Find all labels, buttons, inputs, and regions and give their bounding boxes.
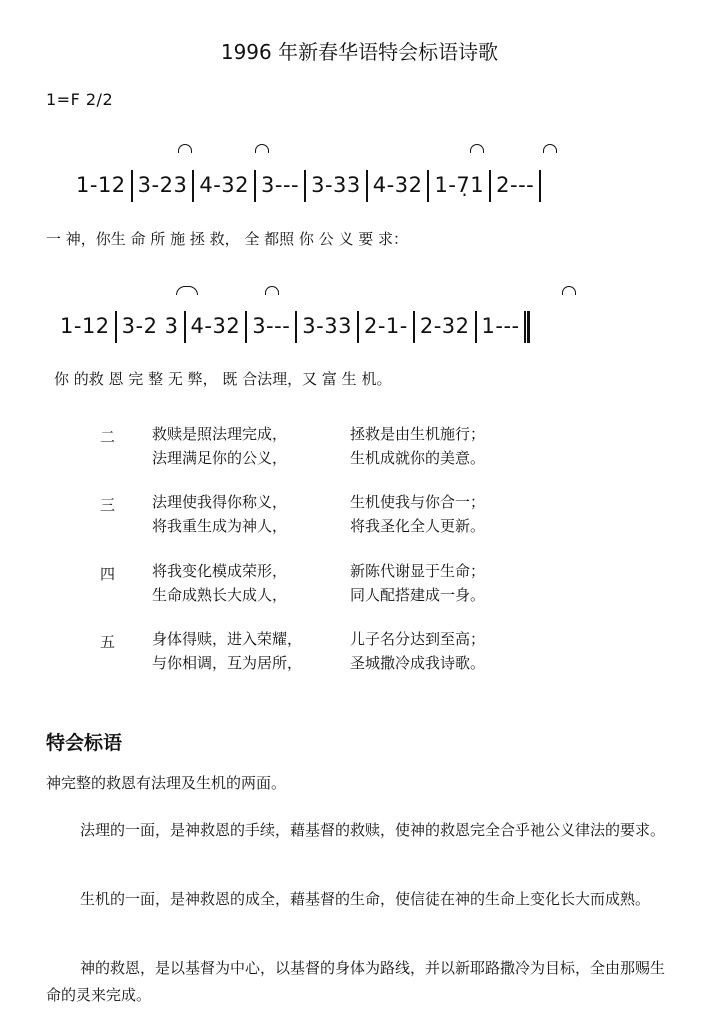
barline <box>115 311 117 343</box>
verse-line: 救赎是照法理完成， <box>152 425 288 443</box>
verse-line: 新陈代谢显于生命； <box>350 562 486 580</box>
barline <box>489 170 491 202</box>
verse-line: 身体得赎，进入荣耀， <box>152 630 303 648</box>
measure: 4-32 <box>199 173 250 197</box>
barline <box>366 170 368 202</box>
barline <box>539 170 541 202</box>
measure: 3-33 <box>311 173 361 197</box>
slur-mark <box>265 286 279 295</box>
verse-number: 三 <box>100 496 116 514</box>
barline <box>413 311 415 343</box>
slur-mark <box>543 144 557 153</box>
slur-mark <box>562 286 576 295</box>
verse-line: 同人配搭建成一身。 <box>350 586 486 604</box>
verse-number: 四 <box>100 565 116 583</box>
measure: 3--- <box>252 314 291 338</box>
key-signature: 1=F 2/2 <box>46 90 114 109</box>
measure: 3-2 3 <box>121 314 179 338</box>
verse-line: 生机成就你的美意。 <box>350 449 486 467</box>
verse-line: 将我变化模成荣形， <box>152 562 288 580</box>
slur-mark <box>255 144 269 153</box>
measure: 3-33 <box>302 314 352 338</box>
barline <box>295 311 297 343</box>
verse-line: 法理满足你的公义， <box>152 449 288 467</box>
measure: 2--- <box>496 173 535 197</box>
paragraph: 法理的一面，是神救恩的手续，藉基督的救赎，使神的救恩完全合乎祂公义律法的要求。 <box>80 821 666 839</box>
barline <box>245 311 247 343</box>
notation-line-2 <box>60 311 530 343</box>
verse-line: 将我重生成为神人， <box>152 517 288 535</box>
measure: 2-32 <box>419 314 470 338</box>
slur-mark <box>470 144 484 153</box>
page-title: 1996 年新春华语特会标语诗歌 <box>220 40 499 64</box>
barline <box>131 170 133 202</box>
verse-line: 将我圣化全人更新。 <box>350 517 486 535</box>
verse-line: 儿子名分达到至高； <box>350 630 486 648</box>
verse-line: 与你相调，互为居所， <box>152 654 303 672</box>
barline <box>427 170 429 202</box>
measure: 1-12 <box>60 314 110 338</box>
paragraph: 生机的一面，是神救恩的成全，藉基督的生命，使信徒在神的生命上变化长大而成熟。 <box>80 890 651 908</box>
measure: 1-7̣1 <box>434 173 485 197</box>
barline <box>184 311 186 343</box>
notation-line-1 <box>76 170 546 202</box>
measure: 3-23 <box>137 173 188 197</box>
measure: 1-12 <box>76 173 126 197</box>
verse-line: 圣城撒冷成我诗歌。 <box>350 654 486 672</box>
barline <box>304 170 306 202</box>
measure: 3--- <box>261 173 300 197</box>
paragraph: 神完整的救恩有法理及生机的两面。 <box>46 774 287 792</box>
final-barline <box>524 311 530 343</box>
section-heading: 特会标语 <box>46 732 123 754</box>
paragraph: 神的救恩，是以基督为中心，以基督的身体为路线，并以新耶路撒冷为目标，全由那赐生命的灵来完成。 <box>46 959 666 1004</box>
measure: 2-1- <box>363 314 408 338</box>
verse-line: 拯救是由生机施行； <box>350 425 486 443</box>
lyrics-line-2: 你 的救 恩 完 整 无 弊， 既 合法理，又 富 生 机。 <box>54 370 392 388</box>
verse-line: 生机使我与你合一； <box>350 493 486 511</box>
measure: 4-32 <box>190 314 241 338</box>
measure: 1--- <box>481 314 520 338</box>
verse-line: 生命成熟长大成人， <box>152 586 288 604</box>
slur-mark <box>178 144 192 153</box>
lyrics-line-1: 一 神，你生 命 所 施 拯 救， 全 都照 你 公 义 要 求： <box>46 230 408 248</box>
verse-line: 法理使我得你称义， <box>152 493 288 511</box>
slur-mark <box>176 286 198 295</box>
barline <box>254 170 256 202</box>
barline <box>475 311 477 343</box>
measure: 4-32 <box>372 173 423 197</box>
verse-number: 五 <box>100 633 116 651</box>
barline <box>192 170 194 202</box>
barline <box>357 311 359 343</box>
verse-number: 二 <box>100 428 116 446</box>
